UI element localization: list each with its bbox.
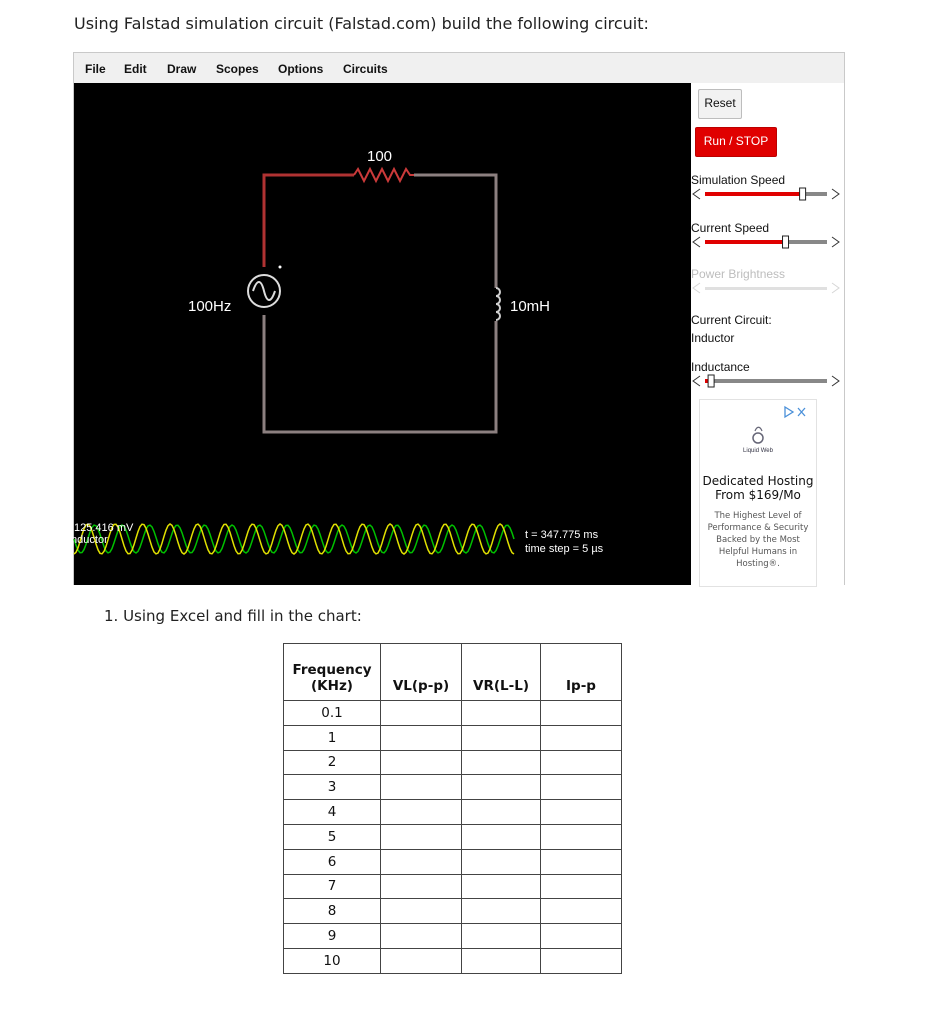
frequency-cell: 10 [284, 948, 381, 973]
wire-top-right [414, 175, 496, 288]
intro-text: Using Falstad simulation circuit (Falstad.com) build the following circuit: [74, 14, 649, 33]
inductance-label: Inductance [691, 360, 750, 374]
vr-cell[interactable] [462, 800, 541, 825]
scope-value: 125.416 mV [74, 522, 134, 534]
ip-cell[interactable] [541, 824, 622, 849]
frequency-cell: 2 [284, 750, 381, 775]
scope-waves [74, 524, 514, 554]
menu-draw[interactable]: Draw [167, 62, 197, 76]
vl-cell[interactable] [381, 725, 462, 750]
current-speed-slider[interactable] [691, 235, 844, 249]
header-frequency: Frequency (KHz) [284, 644, 381, 701]
table-row [284, 824, 622, 849]
menu-scopes[interactable]: Scopes [216, 62, 259, 76]
vr-cell[interactable] [462, 750, 541, 775]
table-row [284, 701, 622, 726]
power-brightness-label: Power Brightness [691, 267, 786, 281]
vl-cell[interactable] [381, 899, 462, 924]
table-row [284, 800, 622, 825]
inductor-label: 10mH [510, 298, 551, 315]
ad-body-5: Hosting®. [736, 559, 780, 569]
current-circuit-name: Inductor [691, 331, 735, 345]
table-row [284, 899, 622, 924]
ad-body-1: The Highest Level of [714, 511, 802, 521]
sim-speed-label: Simulation Speed [691, 173, 786, 187]
ad-body-4: Helpful Humans in [718, 547, 798, 557]
wire-bottom [264, 315, 496, 432]
reset-button[interactable]: Reset [698, 89, 742, 119]
vr-cell[interactable] [462, 948, 541, 973]
table-row [284, 775, 622, 800]
vl-cell[interactable] [381, 924, 462, 949]
table-row [284, 725, 622, 750]
scope-name: Inductor [68, 534, 108, 546]
ad-body-3: Backed by the Most [716, 535, 800, 545]
ad-headline-2: From $169/Mo [715, 488, 801, 502]
ip-cell[interactable] [541, 750, 622, 775]
ip-cell[interactable] [541, 899, 622, 924]
ac-source-wave [253, 282, 275, 300]
vr-cell[interactable] [462, 849, 541, 874]
ip-cell[interactable] [541, 874, 622, 899]
sim-speed-slider[interactable] [691, 187, 844, 201]
frequency-cell: 4 [284, 800, 381, 825]
header-vl: VL(p-p) [381, 644, 462, 701]
power-brightness-slider[interactable] [691, 281, 844, 295]
vl-cell[interactable] [381, 824, 462, 849]
ip-cell[interactable] [541, 849, 622, 874]
vl-cell[interactable] [381, 701, 462, 726]
vr-cell[interactable] [462, 775, 541, 800]
wire-left-top [264, 175, 354, 267]
vl-cell[interactable] [381, 849, 462, 874]
table-row [284, 849, 622, 874]
circuit-drawing [68, 83, 691, 585]
vl-cell[interactable] [381, 775, 462, 800]
vr-cell[interactable] [462, 701, 541, 726]
vr-cell[interactable] [462, 725, 541, 750]
current-circuit-label: Current Circuit: [691, 313, 772, 327]
source-label: 100Hz [188, 298, 232, 315]
vr-cell[interactable] [462, 924, 541, 949]
frequency-cell: 9 [284, 924, 381, 949]
question-text: 1. Using Excel and fill in the chart: [104, 607, 362, 625]
frequency-table [283, 643, 622, 974]
menu-edit[interactable]: Edit [124, 62, 147, 76]
frequency-cell: 8 [284, 899, 381, 924]
ip-cell[interactable] [541, 924, 622, 949]
vr-cell[interactable] [462, 874, 541, 899]
falstad-app [68, 52, 845, 585]
control-sidebar [691, 83, 844, 585]
ip-cell[interactable] [541, 701, 622, 726]
source-polarity-dot [279, 266, 282, 269]
menu-options[interactable]: Options [278, 62, 324, 76]
vr-cell[interactable] [462, 899, 541, 924]
table-row [284, 750, 622, 775]
vl-cell[interactable] [381, 948, 462, 973]
ip-cell[interactable] [541, 775, 622, 800]
frequency-cell: 0.1 [284, 701, 381, 726]
menu-file[interactable]: File [85, 62, 106, 76]
table-row [284, 924, 622, 949]
advertisement[interactable] [699, 399, 817, 587]
time-step: time step = 5 µs [525, 543, 604, 555]
frequency-cell: 6 [284, 849, 381, 874]
table-row [284, 948, 622, 973]
vl-cell[interactable] [381, 874, 462, 899]
circuit-canvas[interactable] [68, 83, 691, 585]
menu-circuits[interactable]: Circuits [343, 62, 388, 76]
table-row [284, 874, 622, 899]
inductor-coil [496, 288, 500, 320]
frequency-cell: 1 [284, 725, 381, 750]
frequency-cell: 7 [284, 874, 381, 899]
header-vr: VR(L-L) [462, 644, 541, 701]
ad-body-2: Performance & Security [707, 523, 809, 533]
ad-brand: Liquid Web [743, 448, 773, 454]
frequency-cell: 3 [284, 775, 381, 800]
resistor-label: 100 [367, 148, 393, 165]
resistor-zigzag [354, 169, 414, 181]
menu-bar [74, 53, 844, 84]
vl-cell[interactable] [381, 800, 462, 825]
inductance-slider[interactable] [691, 374, 844, 388]
vl-cell[interactable] [381, 750, 462, 775]
header-ip: Ip-p [541, 644, 622, 701]
vr-cell[interactable] [462, 824, 541, 849]
frequency-cell: 5 [284, 824, 381, 849]
ip-cell[interactable] [541, 725, 622, 750]
sim-time: t = 347.775 ms [525, 529, 599, 541]
ad-choices-icon[interactable] [700, 404, 816, 424]
current-speed-label: Current Speed [691, 221, 770, 235]
ip-cell[interactable] [541, 948, 622, 973]
run-stop-button[interactable]: Run / STOP [695, 127, 777, 157]
ip-cell[interactable] [541, 800, 622, 825]
ad-headline-1: Dedicated Hosting [702, 474, 814, 488]
